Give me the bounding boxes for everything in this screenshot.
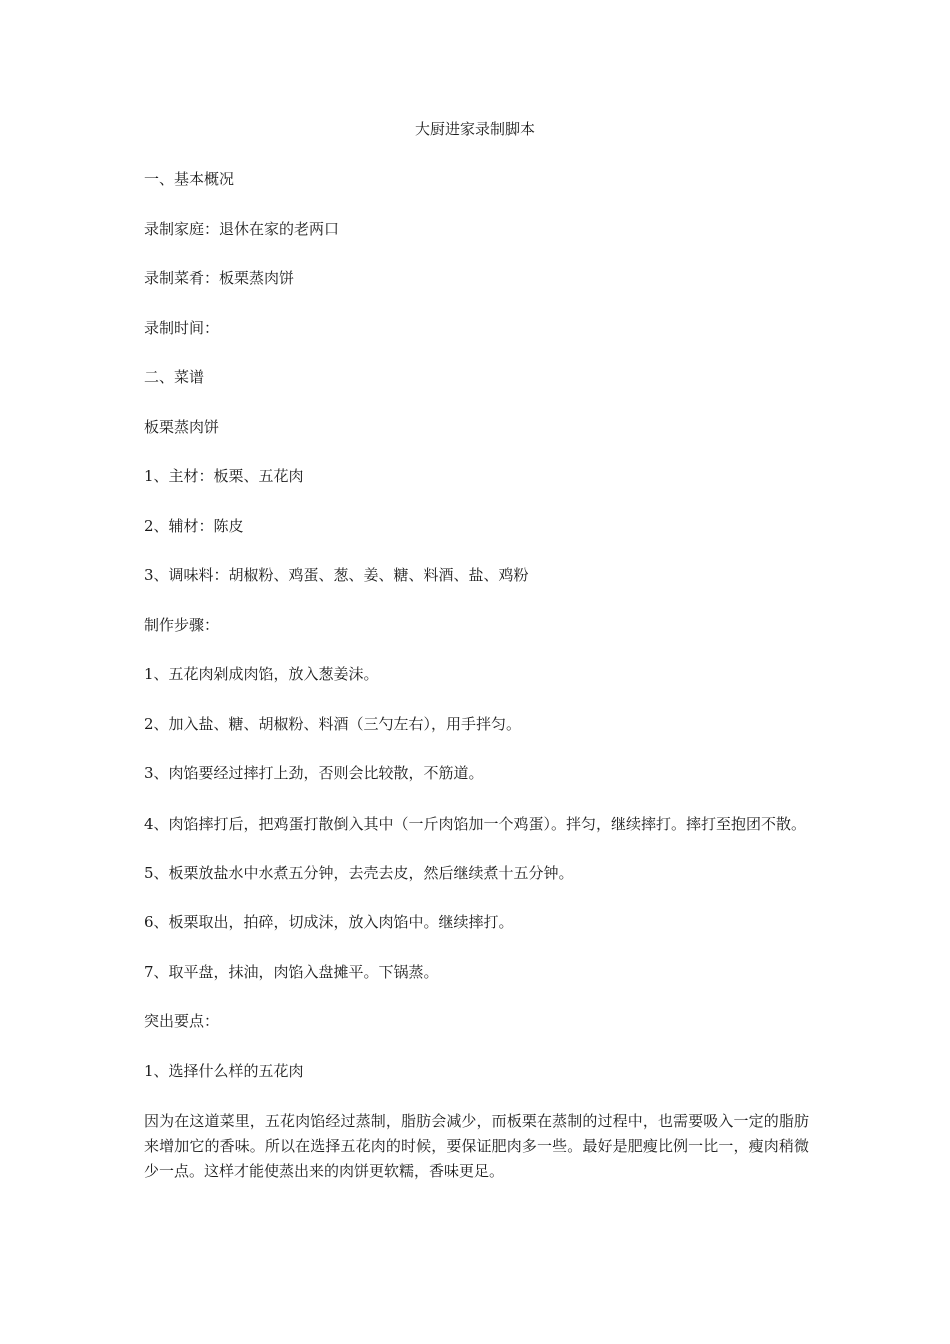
recording-family: 录制家庭：退休在家的老两口 [144,219,340,238]
document-title: 大厨进家录制脚本 [414,120,535,138]
document-body [144,168,809,1209]
step-item: 5、板栗放盐水中水煮五分钟，去壳去皮，然后继续煮十五分钟。 [144,863,574,882]
ingredient-seasoning: 3、调味料：胡椒粉、鸡蛋、葱、姜、糖、料酒、盐、鸡粉 [144,566,529,584]
step-item: 7、取平盘，抹油，肉馅入盘摊平。下锅蒸。 [144,962,439,981]
recipe-name: 板栗蒸肉饼 [144,417,220,436]
recording-time: 录制时间： [144,318,220,337]
section-heading-overview: 一、基本概况 [144,170,235,188]
step-item: 4、肉馅摔打后，把鸡蛋打散倒入其中（一斤肉馅加一个鸡蛋）。拌匀，继续摔打。摔打至抱团不散。 [144,814,807,833]
key-point-item: 1、选择什么样的五花肉 [144,1061,304,1080]
step-item: 3、肉馅要经过摔打上劲，否则会比较散，不筋道。 [144,764,484,782]
key-points-heading: 突出要点： [144,1012,220,1030]
step-item: 2、加入盐、糖、胡椒粉、料酒（三勺左右），用手拌匀。 [144,714,522,733]
steps-heading: 制作步骤： [144,615,220,634]
step-item: 6、板栗取出，拍碎，切成沫，放入肉馅中。继续摔打。 [144,913,514,931]
ingredient-auxiliary: 2、辅材：陈皮 [144,516,244,535]
section-heading-recipe: 二、菜谱 [144,368,205,386]
step-item: 1、五花肉剁成肉馅，放入葱姜沫。 [144,665,379,683]
ingredient-main: 1、主材：板栗、五花肉 [144,467,304,485]
key-point-explanation: 因为在这道菜里，五花肉馅经过蒸制，脂肪会减少，而板栗在蒸制的过程中，也需要吸入一定的脂肪来增加它的香味。所以在选择五花肉的时候，要保证肥肉多一些。最好是肥瘦比例一比一，瘦肉稍微少一点。这样才能使蒸出来的肉饼更软糯，香味更足。 [144,1112,809,1180]
recording-dish: 录制菜肴：板栗蒸肉饼 [144,269,295,287]
